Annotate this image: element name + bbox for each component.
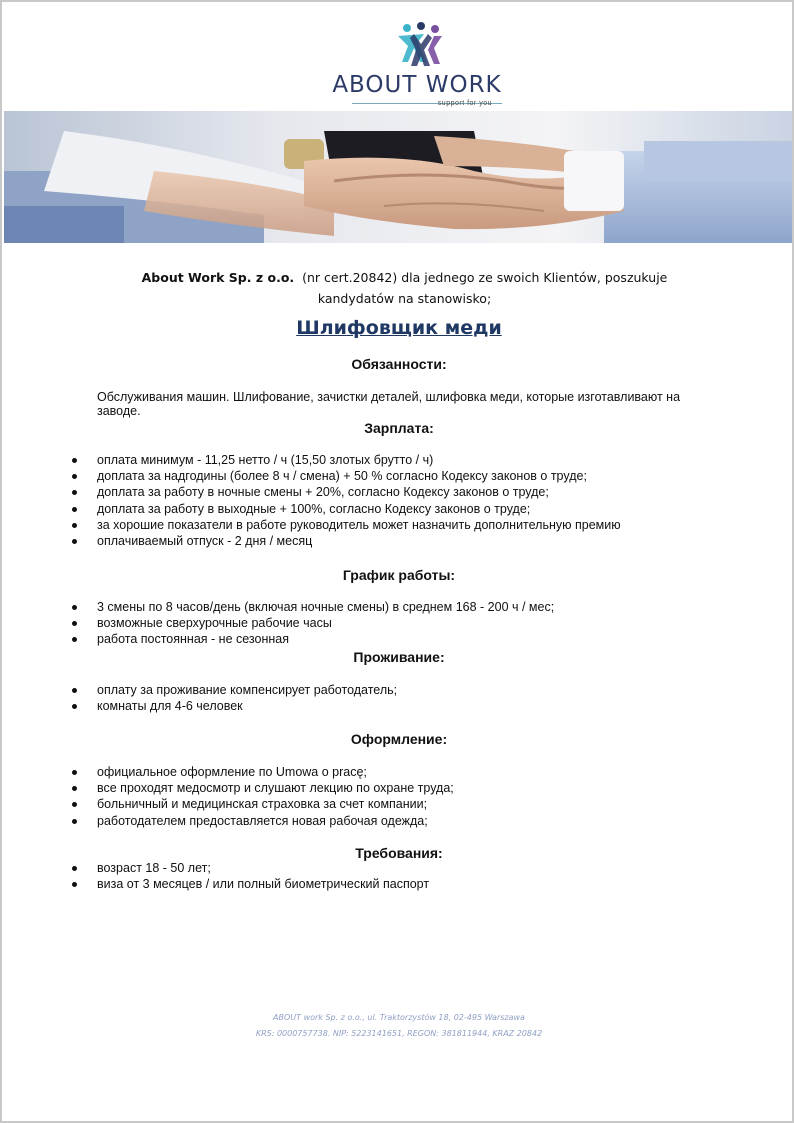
- teamwork-hands-banner: [4, 111, 792, 243]
- bullet-icon: [72, 770, 77, 775]
- bullet-icon: [72, 458, 77, 463]
- company-name: About Work Sp. z o.o.: [141, 270, 295, 285]
- schedule-list: [2, 599, 794, 648]
- bullet-icon: [72, 523, 77, 528]
- intro-paragraph: [102, 267, 707, 309]
- duties-text: Обслуживания машин. Шлифование, зачистки деталей, шлифовка меди, которые изготавливают на заводе.: [97, 390, 681, 418]
- list-item: 3 смены по 8 часов/день (включая ночные смены) в среднем 168 - 200 ч / мес;: [2, 599, 794, 615]
- footer-address: ABOUT work Sp. z o.o., ul. Traktorzystów 18, 02-495 Warszawa: [273, 1013, 525, 1022]
- employment-list: [2, 764, 794, 829]
- people-logo-icon: [394, 22, 446, 72]
- list-item: возраст 18 - 50 лет;: [2, 860, 794, 876]
- footer-registration: KRS: 0000757738. NIP: 5223141651, REGON: 381811944, KRAZ 20842: [255, 1029, 543, 1038]
- bullet-icon: [72, 866, 77, 871]
- list-item: работодателем предоставляется новая рабочая одежда;: [2, 813, 794, 829]
- bullet-icon: [72, 882, 77, 887]
- bullet-icon: [72, 637, 77, 642]
- logo-tagline: support for you: [437, 100, 492, 107]
- list-item: оплачиваемый отпуск - 2 дня / месяц: [2, 533, 794, 549]
- list-item: за хорошие показатели в работе руководитель может назначить дополнительную премию: [2, 517, 794, 533]
- list-item: оплату за проживание компенсирует работодатель;: [2, 682, 794, 698]
- duties-heading: Обязанности:: [351, 356, 447, 372]
- list-item: доплата за надгодины (более 8 ч / смена) + 50 % согласно Кодексу законов о труде;: [2, 468, 794, 484]
- job-title: Шлифовщик меди: [296, 317, 502, 339]
- housing-list: [2, 682, 794, 714]
- list-item: виза от 3 месяцев / или полный биометрический паспорт: [2, 876, 794, 892]
- bullet-icon: [72, 819, 77, 824]
- schedule-heading: График работы:: [342, 567, 456, 583]
- logo-wordmark: ABOUT WORK: [332, 72, 502, 98]
- list-item: доплата за работу в выходные + 100%, согласно Кодексу законов о труде;: [2, 501, 794, 517]
- list-item: доплата за работу в ночные смены + 20%, согласно Кодексу законов о труде;: [2, 484, 794, 500]
- salary-heading: Зарплата:: [364, 420, 434, 436]
- list-item: возможные сверхурочные рабочие часы: [2, 615, 794, 631]
- bullet-icon: [72, 688, 77, 693]
- bullet-icon: [72, 507, 77, 512]
- company-logo: [302, 22, 532, 107]
- bullet-icon: [72, 539, 77, 544]
- bullet-icon: [72, 605, 77, 610]
- bullet-icon: [72, 621, 77, 626]
- list-item: все проходят медосмотр и слушают лекцию по охране труда;: [2, 780, 794, 796]
- housing-heading: Проживание:: [353, 649, 445, 665]
- bullet-icon: [72, 704, 77, 709]
- requirements-list: [2, 860, 794, 892]
- bullet-icon: [72, 474, 77, 479]
- requirements-heading: Требования:: [355, 845, 443, 861]
- list-item: официальное оформление по Umowa o pracę;: [2, 764, 794, 780]
- bullet-icon: [72, 802, 77, 807]
- list-item: больничный и медицинская страховка за счет компании;: [2, 796, 794, 812]
- list-item: работа постоянная - не сезонная: [2, 631, 794, 647]
- salary-list: [2, 452, 794, 549]
- bullet-icon: [72, 786, 77, 791]
- list-item: оплата минимум - 11,25 нетто / ч (15,50 злотых брутто / ч): [2, 452, 794, 468]
- intro-text: (nr cert.20842) dla jednego ze swoich Klientów, poszukuje kandydatów na stanowisko;: [302, 270, 668, 306]
- list-item: комнаты для 4-6 человек: [2, 698, 794, 714]
- bullet-icon: [72, 490, 77, 495]
- employment-heading: Оформление:: [350, 731, 448, 747]
